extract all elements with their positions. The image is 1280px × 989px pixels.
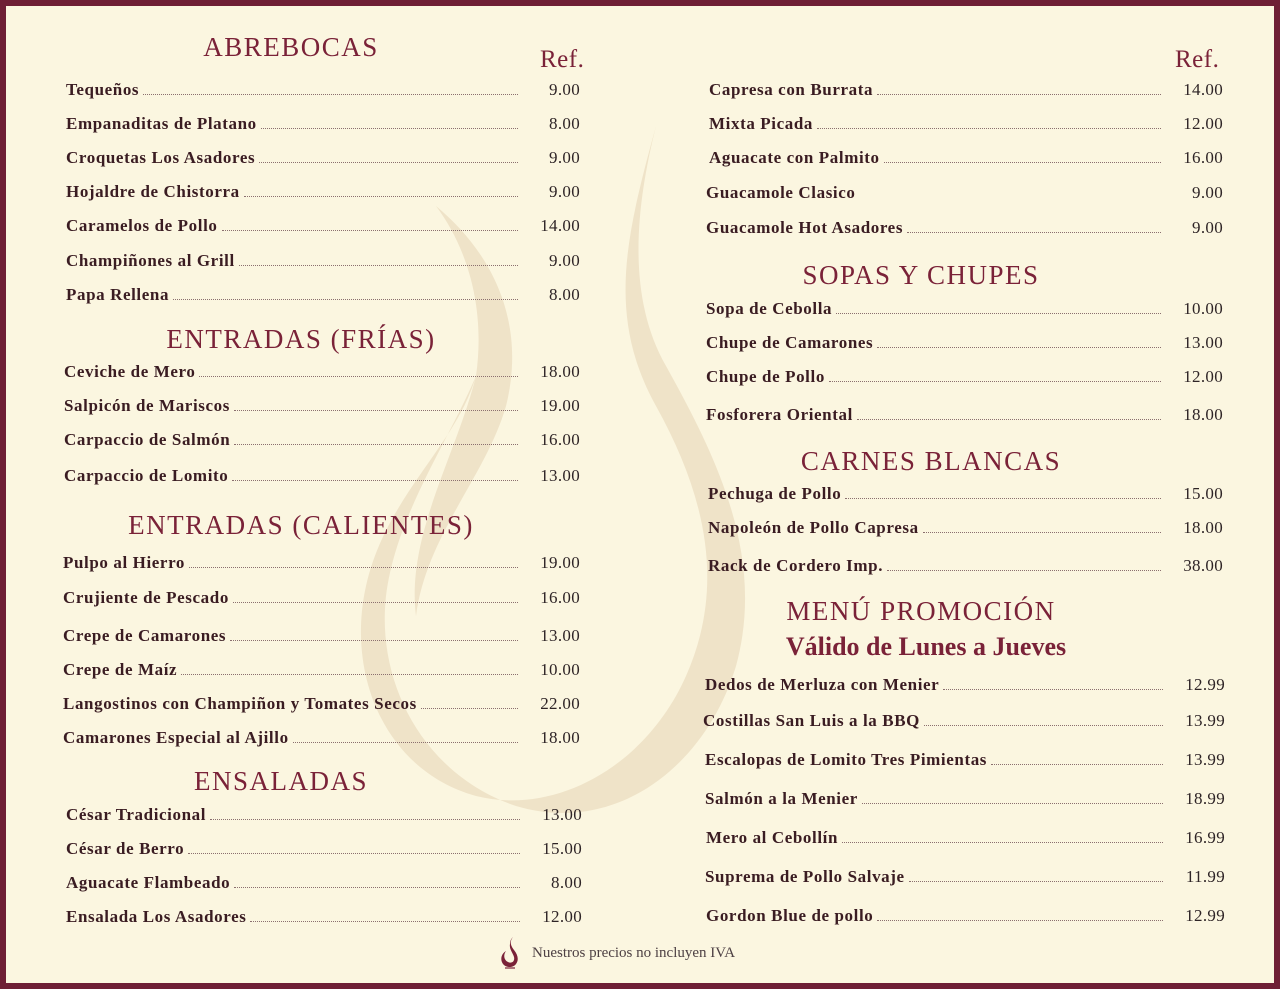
footer-note: Nuestros precios no incluyen IVA xyxy=(532,944,736,961)
item-name: Salpicón de Mariscos xyxy=(64,396,230,415)
menu-item xyxy=(66,112,580,134)
item-price: 9.00 xyxy=(549,251,580,270)
item-name: Carpaccio de Lomito xyxy=(64,466,229,485)
menu-item xyxy=(66,180,580,202)
section-title-entradas-frias: ENTRADAS (FRÍAS) xyxy=(166,324,436,354)
menu-item xyxy=(66,146,580,168)
item-name: Escalopas de Lomito Tres Pimientas xyxy=(705,750,988,769)
item-price: 10.00 xyxy=(540,660,580,679)
item-price: 13.00 xyxy=(542,805,582,824)
menu-item xyxy=(705,865,1225,887)
item-price: 18.00 xyxy=(540,728,580,747)
item-price: 8.00 xyxy=(549,285,580,304)
item-price: 13.00 xyxy=(1183,333,1223,352)
item-name: Chupe de Pollo xyxy=(706,367,825,386)
menu-item xyxy=(709,78,1223,100)
menu-page xyxy=(6,6,1274,983)
item-price: 9.00 xyxy=(549,182,580,201)
menu-item xyxy=(63,586,580,608)
menu-item xyxy=(63,624,580,646)
item-price: 12.00 xyxy=(542,907,582,926)
menu-item xyxy=(66,249,580,271)
item-name: Suprema de Pollo Salvaje xyxy=(705,867,905,886)
menu-item xyxy=(64,394,580,416)
section-subtitle-promocion: Válido de Lunes a Jueves xyxy=(785,632,1067,661)
item-price: 11.99 xyxy=(1185,867,1225,886)
item-name: Chupe de Camarones xyxy=(706,333,874,352)
menu-item xyxy=(63,726,580,748)
item-name: Croquetas Los Asadores xyxy=(66,148,256,167)
menu-item xyxy=(703,709,1225,731)
section-title-promocion: MENÚ PROMOCIÓN xyxy=(786,596,1056,626)
menu-item xyxy=(706,403,1223,425)
menu-item xyxy=(706,297,1223,319)
section-title-abrebocas: ABREBOCAS xyxy=(203,32,379,62)
item-price: 16.99 xyxy=(1185,828,1225,847)
item-price: 16.00 xyxy=(540,430,580,449)
item-name: Caramelos de Pollo xyxy=(66,216,218,235)
item-price: 9.00 xyxy=(549,148,580,167)
item-price: 15.00 xyxy=(542,839,582,858)
item-name: Pechuga de Pollo xyxy=(708,484,842,503)
item-name: Fosforera Oriental xyxy=(706,405,853,424)
item-price: 16.00 xyxy=(540,588,580,607)
item-price: 13.00 xyxy=(540,626,580,645)
ref-label-right: Ref. xyxy=(1175,46,1220,73)
item-price: 12.00 xyxy=(1183,114,1223,133)
item-price: 8.00 xyxy=(549,114,580,133)
item-name: Empanaditas de Platano xyxy=(66,114,257,133)
item-price: 22.00 xyxy=(540,694,580,713)
item-name: Gordon Blue de pollo xyxy=(706,906,874,925)
item-name: Capresa con Burrata xyxy=(709,80,874,99)
menu-item xyxy=(706,904,1225,926)
section-title-sopas: SOPAS Y CHUPES xyxy=(802,260,1040,290)
menu-item xyxy=(706,216,1223,238)
item-name: Napoleón de Pollo Capresa xyxy=(708,518,919,537)
item-price: 9.00 xyxy=(1192,218,1223,237)
item-name: Aguacate con Palmito xyxy=(709,148,880,167)
menu-item xyxy=(709,146,1223,168)
item-price: 9.00 xyxy=(549,80,580,99)
section-title-entradas-calientes: ENTRADAS (CALIENTES) xyxy=(128,510,474,540)
item-price: 14.00 xyxy=(540,216,580,235)
menu-item xyxy=(708,516,1223,538)
menu-item xyxy=(705,748,1225,770)
item-name: Papa Rellena xyxy=(66,285,170,304)
menu-item xyxy=(63,551,580,573)
item-name: Costillas San Luis a la BBQ xyxy=(703,711,920,730)
item-name: Langostinos con Champiñon y Tomates Secos xyxy=(63,694,417,713)
menu-item xyxy=(708,482,1223,504)
item-name: Sopa de Cebolla xyxy=(706,299,833,318)
item-price: 13.00 xyxy=(540,466,580,485)
menu-item xyxy=(705,673,1225,695)
item-price: 38.00 xyxy=(1183,556,1223,575)
menu-item xyxy=(709,112,1223,134)
menu-item xyxy=(66,837,582,859)
item-name: Mero al Cebollín xyxy=(706,828,839,847)
item-price: 18.00 xyxy=(1183,518,1223,537)
item-price: 15.00 xyxy=(1183,484,1223,503)
item-name: Pulpo al Hierro xyxy=(63,553,186,572)
item-price: 10.00 xyxy=(1183,299,1223,318)
item-name: Dedos de Merluza con Menier xyxy=(705,675,940,694)
item-price: 18.00 xyxy=(1183,405,1223,424)
item-price: 19.00 xyxy=(540,396,580,415)
menu-item xyxy=(706,181,1223,203)
menu-item xyxy=(708,554,1223,576)
footer xyxy=(498,936,735,970)
flame-logo-icon xyxy=(498,936,522,970)
menu-item xyxy=(66,283,580,305)
item-name: Camarones Especial al Ajillo xyxy=(63,728,289,747)
item-price: 8.00 xyxy=(551,873,582,892)
menu-item xyxy=(63,692,580,714)
item-name: Salmón a la Menier xyxy=(705,789,858,808)
item-name: Aguacate Flambeado xyxy=(66,873,231,892)
item-price: 14.00 xyxy=(1183,80,1223,99)
item-name: Guacamole Clasico xyxy=(706,183,856,202)
menu-item xyxy=(64,428,580,450)
item-name: Tequeños xyxy=(66,80,140,99)
item-price: 19.00 xyxy=(540,553,580,572)
section-title-carnes-blancas: CARNES BLANCAS xyxy=(800,446,1062,476)
menu-item xyxy=(706,826,1225,848)
item-name: Crepe de Camarones xyxy=(63,626,227,645)
menu-item xyxy=(706,365,1223,387)
menu-item xyxy=(63,658,580,680)
item-name: César Tradicional xyxy=(66,805,207,824)
item-price: 12.00 xyxy=(1183,367,1223,386)
item-name: Crepe de Maíz xyxy=(63,660,178,679)
menu-item xyxy=(64,464,580,486)
menu-item xyxy=(705,787,1225,809)
item-name: César de Berro xyxy=(66,839,185,858)
item-price: 13.99 xyxy=(1185,750,1225,769)
item-name: Crujiente de Pescado xyxy=(63,588,229,607)
section-title-ensaladas: ENSALADAS xyxy=(193,766,368,796)
item-price: 12.99 xyxy=(1185,906,1225,925)
menu-item xyxy=(66,78,580,100)
menu-item xyxy=(66,905,582,927)
item-price: 13.99 xyxy=(1185,711,1225,730)
item-name: Ensalada Los Asadores xyxy=(66,907,247,926)
menu-item xyxy=(66,803,582,825)
item-price: 16.00 xyxy=(1183,148,1223,167)
item-price: 12.99 xyxy=(1185,675,1225,694)
item-name: Guacamole Hot Asadores xyxy=(706,218,904,237)
menu-item xyxy=(706,331,1223,353)
menu-item xyxy=(66,871,582,893)
menu-item xyxy=(66,214,580,236)
item-name: Mixta Picada xyxy=(709,114,813,133)
menu-item xyxy=(64,360,580,382)
item-name: Carpaccio de Salmón xyxy=(64,430,231,449)
item-price: 18.00 xyxy=(540,362,580,381)
ref-label-left: Ref. xyxy=(540,46,585,73)
item-price: 18.99 xyxy=(1185,789,1225,808)
item-price: 9.00 xyxy=(1192,183,1223,202)
item-name: Hojaldre de Chistorra xyxy=(66,182,240,201)
item-name: Champiñones al Grill xyxy=(66,251,235,270)
item-name: Rack de Cordero Imp. xyxy=(708,556,884,575)
item-name: Ceviche de Mero xyxy=(64,362,196,381)
